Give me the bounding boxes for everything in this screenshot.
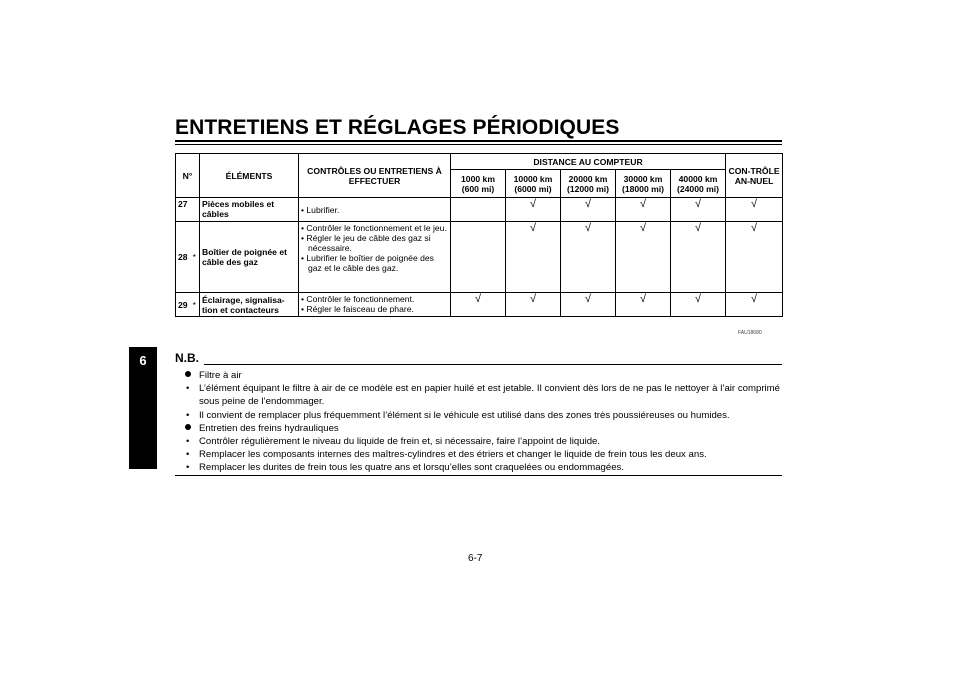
check-cell: √ — [671, 198, 726, 222]
page-number: 6-7 — [468, 553, 483, 564]
action-item: • Lubrifier. — [301, 205, 448, 215]
check-cell: √ — [616, 198, 671, 222]
row-star: * — [190, 293, 200, 317]
title-rule — [175, 140, 782, 142]
header-items: ÉLÉMENTS — [200, 154, 299, 198]
list-item: • Il convient de remplacer plus fréquemment l’élément si le véhicule est utilisé dans des zones très poussiéreuses ou humides. — [186, 409, 730, 421]
table-row — [176, 293, 783, 317]
list-item: • Remplacer les composants internes des maîtres-cylindres et des étriers et changer le liquide de frein tous les deux ans. — [186, 449, 707, 461]
maintenance-table — [175, 153, 783, 317]
action-item: • Contrôler le fonctionnement et le jeu. — [301, 223, 448, 233]
document-code: FAU18680 — [738, 330, 762, 336]
nb-rule — [204, 364, 782, 365]
bullet-icon: • — [186, 409, 190, 421]
row-number: 28 — [176, 222, 190, 293]
header-distance: DISTANCE AU COMPTEUR — [451, 154, 726, 170]
list-item: • Remplacer les durites de frein tous les quatre ans et lorsqu’elles sont craquelées ou endommagées. — [186, 462, 625, 474]
list-item: • L’élément équipant le filtre à air de ce modèle est en papier huilé et est jetable. Il convient dès lors de ne pas le nettoyer à l’air comprimé sous peine de l’endommager. — [186, 383, 780, 408]
check-cell: √ — [616, 222, 671, 293]
check-cell: √ — [506, 222, 561, 293]
check-cell: √ — [671, 222, 726, 293]
header-num: N° — [176, 154, 200, 198]
header-annual: CON-TRÔLE AN-NUEL — [726, 154, 783, 198]
row-actions — [301, 294, 448, 314]
check-cell — [451, 198, 506, 222]
check-cell: √ — [726, 198, 783, 222]
check-cell: √ — [506, 198, 561, 222]
nb-group-label: Filtre à air — [199, 370, 242, 381]
nb-group-brakes — [175, 422, 780, 435]
row-item: Boîtier de poignée et câble des gaz — [200, 222, 299, 293]
bullet-icon: • — [186, 383, 190, 395]
row-number: 29 — [176, 293, 190, 317]
chapter-tab[interactable]: 6 — [129, 347, 157, 469]
action-item: • Régler le faisceau de phare. — [301, 304, 448, 314]
bullet-icon: • — [186, 462, 190, 474]
row-number: 27 — [176, 198, 190, 222]
check-cell: √ — [726, 222, 783, 293]
action-item: • Lubrifier le boîtier de poignée des gaz et le câble des gaz. — [301, 253, 448, 273]
nb-body — [175, 369, 780, 475]
nb-group-label: Entretien des freins hydrauliques — [199, 422, 339, 434]
title-rule-thin — [175, 144, 782, 145]
row-item: Pièces mobiles et câbles — [200, 198, 299, 222]
table-row — [176, 198, 783, 222]
header-distance-4: 30000 km (18000 mi) — [616, 170, 671, 198]
check-cell: √ — [561, 198, 616, 222]
row-actions — [301, 205, 448, 215]
bullet-icon: • — [186, 449, 190, 461]
header-distance-1: 1000 km (600 mi) — [451, 170, 506, 198]
check-cell: √ — [506, 293, 561, 317]
check-cell: √ — [561, 293, 616, 317]
check-cell: √ — [451, 293, 506, 317]
bullet-icon: • — [186, 436, 190, 448]
page-title: ENTRETIENS ET RÉGLAGES PÉRIODIQUES — [175, 116, 620, 139]
nb-end-rule — [175, 475, 782, 476]
header-distance-2: 10000 km (6000 mi) — [506, 170, 561, 198]
row-actions — [301, 223, 448, 273]
check-cell: √ — [616, 293, 671, 317]
nb-title: N.B. — [175, 351, 199, 365]
nb-group-air-filter — [175, 369, 780, 382]
bullet-dot-icon — [185, 371, 191, 377]
list-item: • Contrôler régulièrement le niveau du liquide de frein et, si nécessaire, faire l’appoint de liquide. — [186, 436, 601, 448]
row-star — [190, 198, 200, 222]
header-distance-5: 40000 km (24000 mi) — [671, 170, 726, 198]
row-item: Éclairage, signalisa-tion et contacteurs — [200, 293, 299, 317]
header-distance-3: 20000 km (12000 mi) — [561, 170, 616, 198]
check-cell: √ — [726, 293, 783, 317]
header-checks: CONTRÔLES OU ENTRETIENS À EFFECTUER — [299, 154, 451, 198]
bullet-dot-icon — [185, 424, 191, 430]
row-star: * — [190, 222, 200, 293]
check-cell: √ — [671, 293, 726, 317]
action-item: • Régler le jeu de câble des gaz si nécessaire. — [301, 233, 448, 253]
action-item: • Contrôler le fonctionnement. — [301, 294, 448, 304]
check-cell: √ — [561, 222, 616, 293]
check-cell — [451, 222, 506, 293]
table-row — [176, 222, 783, 293]
